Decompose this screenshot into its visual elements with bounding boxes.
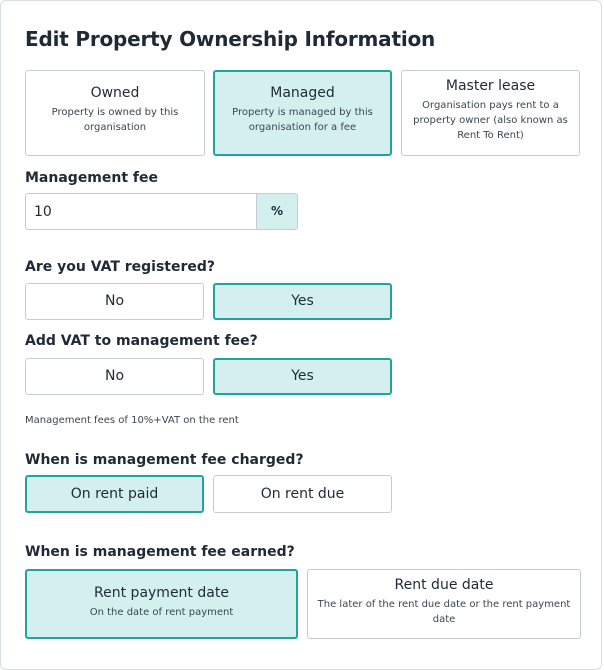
- management-fee-label: Management fee: [25, 170, 159, 186]
- vat-on-fee-question: Add VAT to management fee?: [25, 333, 258, 349]
- vat-registered-yes-button[interactable]: [213, 283, 392, 320]
- button-label: On rent paid: [70, 486, 159, 502]
- option-description: On the date of rent payment: [89, 607, 234, 618]
- option-description: Property is managed by this organisation for a fee: [232, 107, 373, 133]
- fee-earned-rent-due-date-option[interactable]: [307, 569, 581, 639]
- option-description: The later of the rent due date or the rent payment date: [317, 599, 571, 625]
- fee-earned-question: When is management fee earned?: [25, 544, 295, 560]
- option-label: Rent due date: [394, 577, 494, 593]
- fee-charged-on-rent-due-button[interactable]: [213, 475, 392, 513]
- fee-charged-question: When is management fee charged?: [25, 452, 304, 468]
- fee-summary-note: Management fees of 10%+VAT on the rent: [25, 415, 239, 426]
- button-label: No: [104, 293, 125, 309]
- option-label: Rent payment date: [94, 585, 229, 601]
- button-label: On rent due: [260, 486, 345, 502]
- vat-on-fee-no-button[interactable]: [25, 358, 204, 395]
- button-label: No: [104, 368, 125, 384]
- page-title: Edit Property Ownership Information: [25, 27, 436, 51]
- option-description: Property is owned by this organisation: [51, 107, 179, 133]
- vat-registered-question: Are you VAT registered?: [25, 259, 216, 275]
- fee-earned-rent-payment-date-option[interactable]: [25, 569, 298, 639]
- button-label: Yes: [291, 293, 314, 309]
- button-label: Yes: [291, 368, 314, 384]
- vat-on-fee-yes-button[interactable]: [213, 358, 392, 395]
- ownership-option-master-lease[interactable]: [401, 70, 580, 156]
- option-label: Owned: [90, 85, 140, 101]
- fee-charged-on-rent-paid-button[interactable]: [25, 475, 204, 513]
- option-label: Managed: [270, 85, 335, 101]
- option-label: Master lease: [445, 78, 536, 94]
- option-description: Organisation pays rent to a property owner (also known as Rent To Rent): [413, 100, 568, 141]
- percent-suffix: %: [256, 193, 298, 230]
- vat-registered-no-button[interactable]: [25, 283, 204, 320]
- management-fee-input[interactable]: [25, 193, 257, 230]
- ownership-option-owned[interactable]: [25, 70, 205, 156]
- ownership-option-managed[interactable]: [213, 70, 392, 156]
